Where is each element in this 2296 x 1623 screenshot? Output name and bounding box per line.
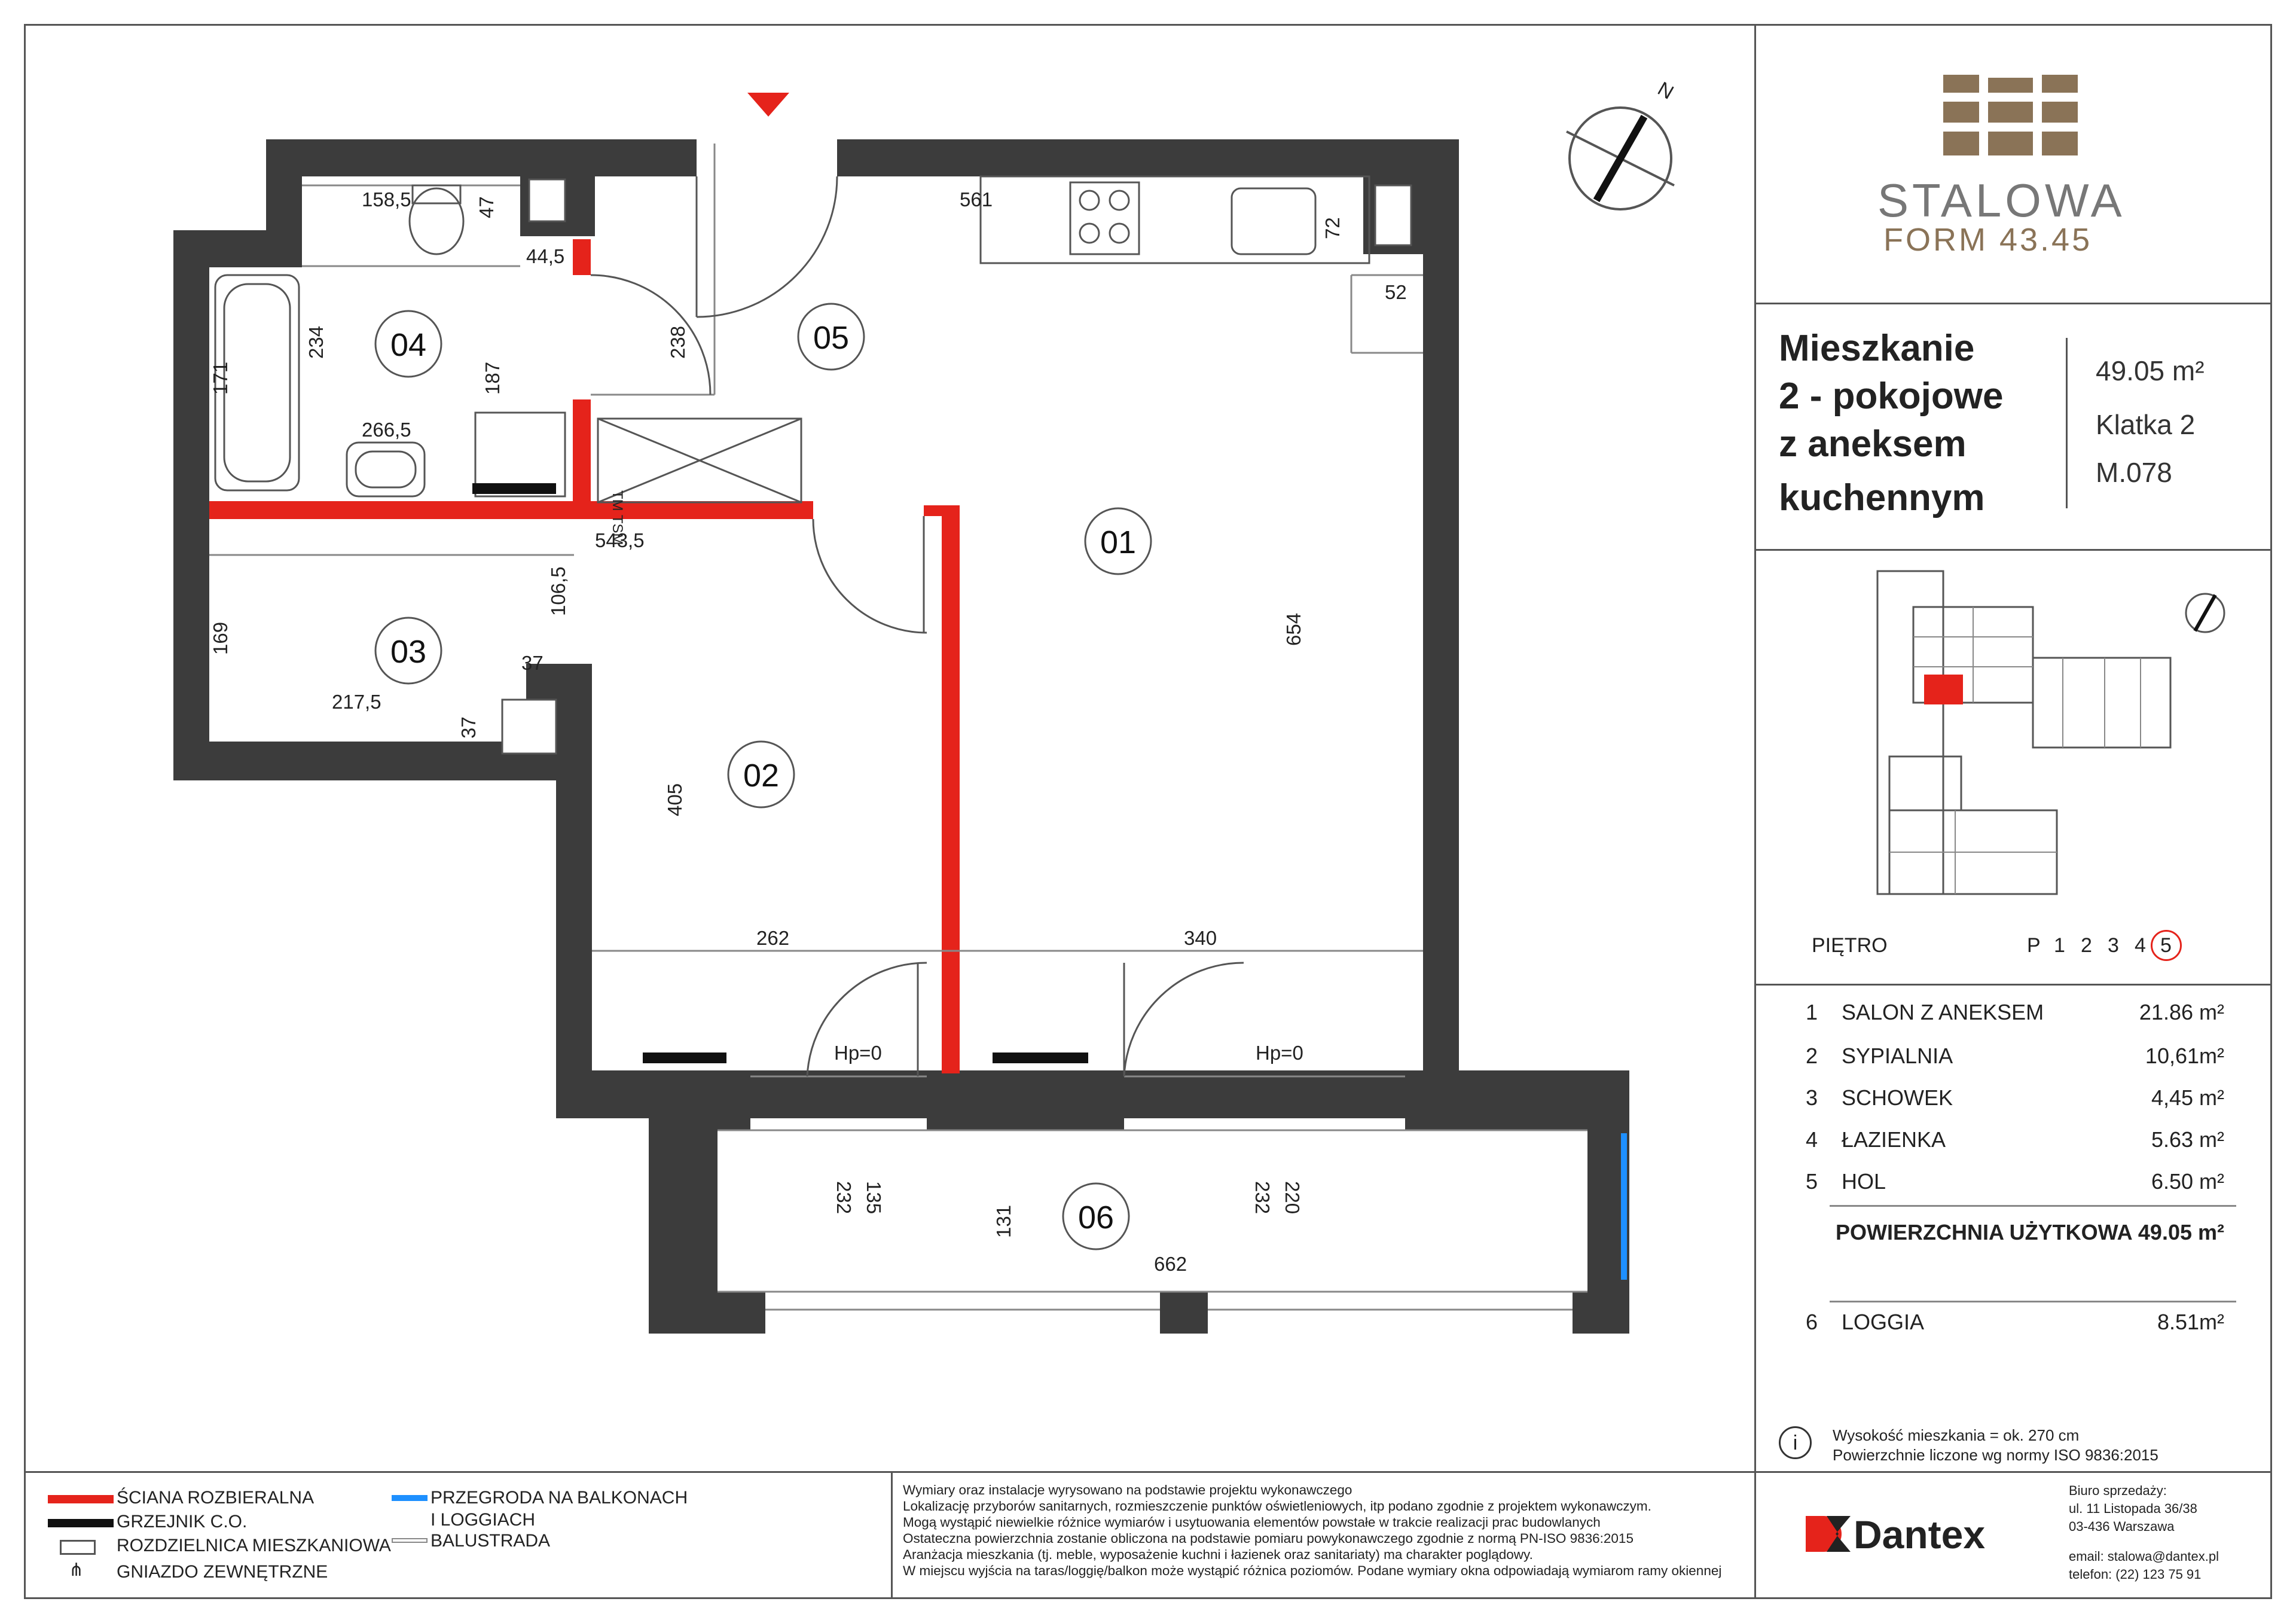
apartment-title-2: 2 - pokojowe	[1779, 376, 2004, 417]
legend-partition-icon	[392, 1495, 428, 1501]
hp-label-1: Hp=0	[834, 1042, 882, 1064]
legend-outlet-icon: ⋔	[69, 1560, 84, 1580]
dim-52: 52	[1385, 281, 1407, 303]
dim-47: 47	[475, 196, 497, 218]
fixtures	[215, 176, 1369, 502]
apartment-title-1: Mieszkanie	[1779, 328, 1975, 369]
room-row-3: 3 SCHOWEK 4,45 m²	[1806, 1085, 2224, 1110]
unit-location-marker	[1924, 675, 1963, 704]
apartment-unit: M.078	[2096, 457, 2172, 488]
floor-level-4: 4	[2135, 934, 2146, 957]
legend-radiator-icon	[48, 1519, 114, 1527]
dim-543-5: 543,5	[595, 529, 645, 551]
sales-address-2: 03-436 Warszawa	[2069, 1519, 2175, 1534]
dim-37-b: 37	[457, 716, 480, 739]
doors	[591, 176, 1244, 1076]
dim-37-a: 37	[521, 652, 544, 674]
dim-340: 340	[1184, 927, 1217, 949]
room-03-label: 03	[390, 634, 427, 670]
brand-logo	[1943, 75, 2081, 161]
legend-balustrade-icon	[392, 1538, 428, 1543]
sales-phone[interactable]: telefon: (22) 123 75 91	[2069, 1567, 2202, 1582]
legend-outlet-label: GNIAZDO ZEWNĘTRZNE	[117, 1562, 328, 1582]
hp-label-2: Hp=0	[1256, 1042, 1303, 1064]
room-06-label: 06	[1077, 1200, 1115, 1235]
dim-662: 662	[1154, 1253, 1187, 1275]
floor-label: PIĘTRO	[1812, 934, 1888, 957]
floor-level-3: 3	[2108, 934, 2119, 957]
dim-72: 72	[1321, 217, 1344, 239]
usable-area-row: POWIERZCHNIA UŻYTKOWA 49.05 m²	[1836, 1220, 2224, 1244]
dim-232-b: 232	[1251, 1181, 1274, 1215]
legend-radiator-label: GRZEJNIK C.O.	[117, 1512, 248, 1532]
dim-266-5: 266,5	[362, 419, 411, 441]
room-row-5: 5 HOL 6.50 m²	[1806, 1169, 2224, 1194]
compass-north-label: N	[1654, 77, 1678, 103]
info-icon: i	[1779, 1426, 1812, 1459]
floor-level-2: 2	[2081, 934, 2092, 957]
brand-name-line1: STALOWA	[1877, 174, 2126, 227]
apartment-title-3: z aneksem	[1779, 423, 1967, 465]
dim-232-a: 232	[833, 1181, 855, 1215]
room-01-label: 01	[1100, 524, 1137, 560]
dim-220: 220	[1281, 1181, 1303, 1215]
info-height: Wysokość mieszkania = ok. 270 cm	[1833, 1426, 2080, 1444]
meter-label: TM TSM	[609, 490, 625, 545]
room-row-4: 4 ŁAZIENKA 5.63 m²	[1806, 1127, 2224, 1152]
room-02-label: 02	[743, 758, 780, 794]
dim-234: 234	[305, 325, 327, 359]
loggia-row: 6 LOGGIA 8.51m²	[1806, 1310, 2224, 1334]
info-norm: Powierzchnie liczone wg normy ISO 9836:2015	[1833, 1446, 2158, 1464]
dim-158-5: 158,5	[362, 188, 411, 210]
dim-171: 171	[209, 361, 231, 395]
room-04-label: 04	[390, 327, 427, 363]
dim-169: 169	[209, 621, 231, 655]
dim-44-5: 44,5	[526, 245, 565, 267]
apartment-area: 49.05 m²	[2096, 355, 2205, 386]
structural-walls	[173, 139, 1629, 1334]
compass-icon	[1567, 77, 1678, 209]
floor-level-p: P	[2027, 934, 2041, 957]
dim-131: 131	[993, 1204, 1015, 1238]
sales-address-1: ul. 11 Listopada 36/38	[2069, 1501, 2197, 1516]
legend-distributor-icon	[60, 1540, 96, 1555]
dim-217-5: 217,5	[332, 691, 381, 713]
legend-wall-label: ŚCIANA ROZBIERALNA	[117, 1488, 315, 1508]
dim-405: 405	[664, 783, 686, 816]
legend-distributor-label: ROZDZIELNICA MIESZKANIOWA	[117, 1536, 391, 1555]
legend-partition-label-2: I LOGGIACH	[430, 1510, 536, 1530]
side-divider	[1754, 24, 1756, 1599]
legend-wall-icon	[48, 1495, 114, 1503]
apartment-stair: Klatka 2	[2096, 409, 2196, 440]
dim-262: 262	[756, 927, 790, 949]
building-key-plan	[1866, 559, 2248, 906]
sales-label: Biuro sprzedaży:	[2069, 1483, 2167, 1498]
entrance-arrow-icon	[747, 93, 789, 117]
loggia-partition	[1621, 1133, 1627, 1280]
notes-block: Wymiary oraz instalacje wyrysowano na podstawie projektu wykonawczego Lokalizację przyborów sanitarnych, rozmieszczenie punktów oświetleniowych, itp podano zgodnie z projektem wykonawczym. Mogą wystąpić niewielkie różnice wymiarów i usytuowania elementów powstałe w trakcie realizacji prac budowlanych Ostateczna powierzchnia zostanie obliczona na podstawie pomiaru powykonawczego zgodnie z normą PN-ISO 9836:2015 Aranżacja mieszkania (tj. meble, wyposażenie kuchni i łazienek oraz sanitariaty) ma charakter poglądowy. W miejscu wyjścia na taras/loggię/balkon może wystąpić różnica poziomów. Podane wymiary okna odpowiadają wymiarom ramy okiennej	[903, 1482, 1722, 1578]
dim-106-5: 106,5	[547, 566, 569, 616]
dim-654: 654	[1283, 612, 1305, 646]
floor-level-5: 5	[2160, 934, 2172, 957]
dantex-logo-icon	[1806, 1516, 1851, 1552]
brand-logo-icon	[1943, 75, 2081, 158]
room-05-label: 05	[813, 320, 850, 356]
dim-561: 561	[960, 188, 993, 210]
brand-name-line2: FORM 43.45	[1883, 222, 2093, 258]
apartment-title-4: kuchennym	[1779, 477, 1985, 518]
dim-238: 238	[667, 325, 689, 359]
legend-partition-label-1: PRZEGRODA NA BALKONACH	[430, 1488, 688, 1508]
dantex-logo-text: Dantex	[1854, 1512, 1986, 1557]
dim-135: 135	[863, 1181, 885, 1215]
floor-level-1: 1	[2054, 934, 2065, 957]
room-row-2: 2 SYPIALNIA 10,61m²	[1806, 1044, 2224, 1068]
legend-balustrade-label: BALUSTRADA	[430, 1531, 551, 1551]
sales-email[interactable]: email: stalowa@dantex.pl	[2069, 1549, 2219, 1564]
room-row-1: 1 SALON Z ANEKSEM 21.86 m²	[1806, 1000, 2224, 1024]
dim-187: 187	[481, 361, 503, 395]
